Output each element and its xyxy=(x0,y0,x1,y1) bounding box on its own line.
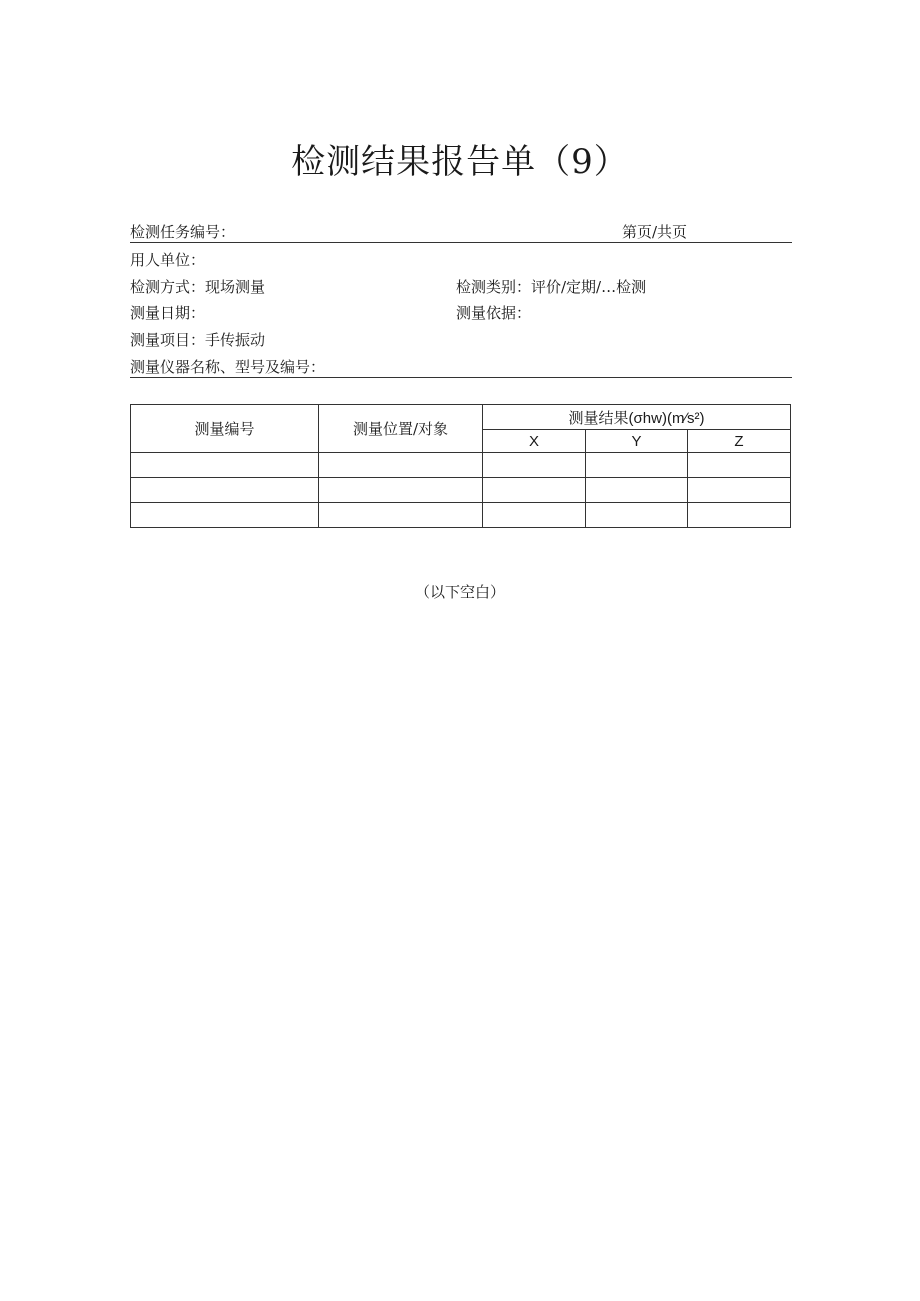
page-title: 检测结果报告单（9） xyxy=(291,142,629,182)
table-row xyxy=(131,478,791,503)
table-row xyxy=(131,453,791,478)
header-bottom-rule xyxy=(130,377,792,378)
table-cell xyxy=(483,453,586,478)
item-label: 测量项目：手传振动 xyxy=(130,331,266,349)
table-cell xyxy=(131,453,319,478)
blank-below-note: （以下空白） xyxy=(414,583,505,601)
header-top-rule xyxy=(130,242,792,243)
method-label: 检测方式：现场测量 xyxy=(130,278,266,296)
axis-z-header: Z xyxy=(688,430,791,453)
employer-label: 用人单位： xyxy=(130,251,206,269)
table-cell xyxy=(688,503,791,528)
task-number-label: 检测任务编号： xyxy=(130,223,236,241)
axis-y-header: Y xyxy=(586,430,688,453)
col-location-header: 测量位置/对象 xyxy=(319,405,483,453)
instrument-label: 测量仪器名称、型号及编号： xyxy=(130,358,326,376)
table-cell xyxy=(319,453,483,478)
table-cell xyxy=(319,503,483,528)
table-row xyxy=(131,503,791,528)
results-table xyxy=(130,404,791,528)
table-cell xyxy=(688,478,791,503)
table-cell xyxy=(483,503,586,528)
table-cell xyxy=(131,478,319,503)
table-cell xyxy=(319,478,483,503)
table-cell xyxy=(586,478,688,503)
table-cell xyxy=(688,453,791,478)
page-info: 第页/共页 xyxy=(622,223,688,241)
axis-x-header: X xyxy=(483,430,586,453)
table-cell xyxy=(586,453,688,478)
table-cell xyxy=(131,503,319,528)
col-result-header: 测量结果(σhw)(m∕s²) xyxy=(483,405,791,430)
date-label: 测量日期： xyxy=(130,304,206,322)
col-number-header: 测量编号 xyxy=(131,405,319,453)
table-cell xyxy=(483,478,586,503)
basis-label: 测量依据： xyxy=(456,304,532,322)
table-header-row xyxy=(131,405,791,430)
table-cell xyxy=(586,503,688,528)
category-label: 检测类别：评价/定期/…检测 xyxy=(456,278,647,296)
